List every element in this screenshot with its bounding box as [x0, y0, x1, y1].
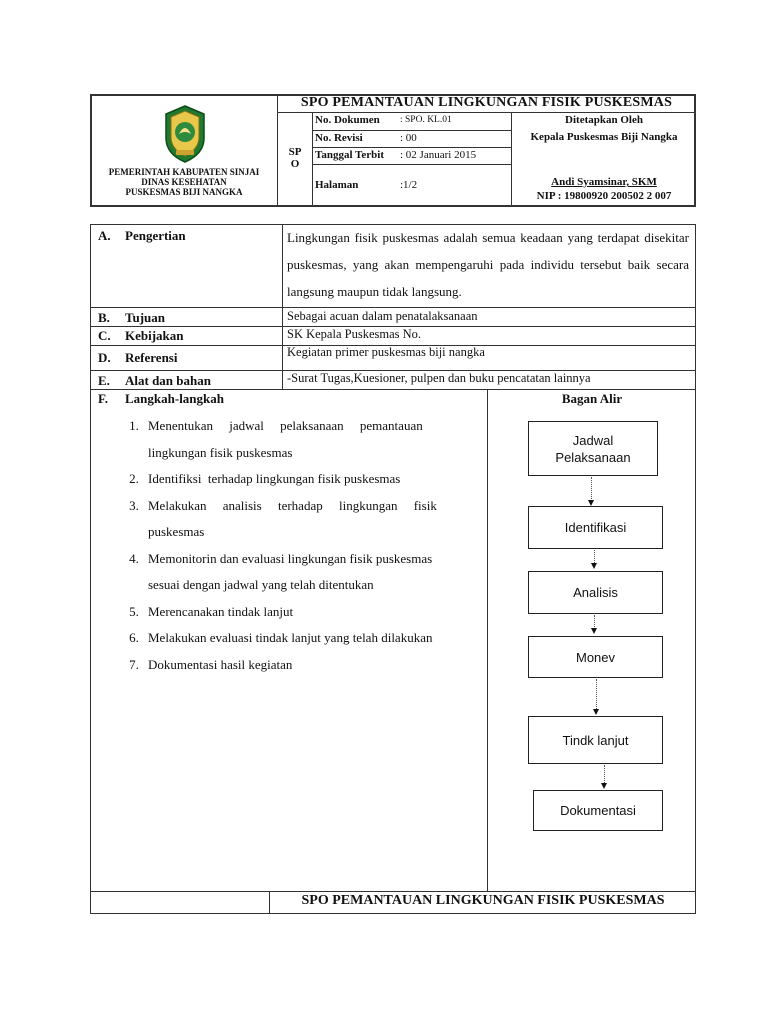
org-line-1: PEMERINTAH KABUPATEN SINJAI [108, 167, 260, 177]
flow-arrow-head-icon [591, 628, 597, 634]
step-number: 6. [129, 630, 139, 645]
footer-divider [90, 891, 696, 892]
list-item [120, 599, 480, 626]
section-d-letter: D. [98, 350, 111, 365]
org-line-3: PUSKESMAS BIJI NANGKA [125, 187, 243, 197]
field-label-halaman: Halaman [315, 179, 359, 191]
field-label-no-dokumen: No. Dokumen [315, 114, 380, 126]
step-text-line1: Menentukan jadwal pelaksanaan pemantauan [148, 418, 423, 433]
approved-title: Ditetapkan Oleh [565, 114, 643, 126]
approver-name: Andi Syamsinar, SKM [551, 176, 657, 188]
flow-box-monev [528, 636, 663, 678]
list-item [120, 546, 480, 599]
step-text-line1: Melakukan evaluasi tindak lanjut yang telah dilakukan [148, 630, 433, 645]
flow-title: Bagan Alir [561, 391, 623, 406]
flow-box-label: Monev [575, 649, 616, 665]
list-item [120, 625, 480, 652]
section-a-text: Lingkungan fisik puskesmas adalah semua keadaan yang terdapat disekitar puskesmas, yang akan mempengaruhi pada individu tersebut baik secara langsung maupun tidak langsung. [287, 230, 689, 299]
step-text-line2: lingkungan fisik puskesmas [148, 444, 293, 460]
list-item [120, 466, 480, 493]
field-label-tanggal-terbit: Tanggal Terbit [315, 149, 384, 161]
section-a-letter: A. [98, 228, 111, 243]
flow-arrow-head-icon [601, 783, 607, 789]
field-value-halaman: :1/2 [400, 179, 418, 191]
list-item [120, 413, 480, 466]
step-text-line1: Dokumentasi hasil kegiatan [148, 656, 293, 672]
logo [162, 104, 208, 164]
footer-title: SPO PEMANTAUAN LINGKUNGAN FISIK PUSKESMAS [301, 893, 665, 908]
section-e-letter: E. [98, 373, 110, 388]
step-number: 1. [129, 418, 139, 433]
step-text-line1: Melakukan analisis terhadap lingkungan fisik [148, 497, 437, 513]
row-divider [90, 307, 696, 308]
flow-box-label: Analisis [573, 585, 618, 600]
body-divider-flow [487, 389, 488, 891]
flow-box-label: Jadwal Pelaksanaan [555, 432, 631, 465]
approved-position: Kepala Puskesmas Biji Nangka [530, 131, 678, 143]
section-d-label: Referensi [125, 350, 178, 365]
step-number: 4. [129, 550, 139, 566]
section-c-label: Kebijakan [125, 328, 184, 343]
section-a-label: Pengertian [125, 228, 186, 243]
step-text-line2: sesuai dengan jadwal yang telah ditentukan [148, 577, 374, 592]
org-line-2: DINAS KESEHATAN [141, 177, 227, 187]
step-text-line1: Merencanakan tindak lanjut [148, 603, 294, 619]
list-item [120, 493, 480, 546]
flow-box-label: Dokumentasi [560, 803, 636, 818]
flow-arrow-head-icon [593, 709, 599, 715]
header-title: SPO PEMANTAUAN LINGKUNGAN FISIK PUSKESMAS [300, 95, 673, 110]
emblem-icon [162, 104, 208, 164]
step-text-line2: puskesmas [148, 524, 205, 539]
field-row-divider [312, 164, 511, 165]
flow-box-jadwal [528, 421, 658, 476]
step-number: 5. [129, 603, 139, 619]
list-item [120, 652, 480, 679]
section-c-letter: C. [98, 328, 111, 343]
row-divider [90, 389, 696, 390]
step-number: 2. [129, 471, 139, 486]
section-c-text: SK Kepala Puskesmas No. [287, 327, 422, 341]
flow-arrow-line [604, 765, 605, 785]
field-value-no-revisi: : 00 [400, 132, 417, 144]
flow-arrow-line [596, 679, 597, 711]
flow-arrow-head-icon [591, 563, 597, 569]
section-b-letter: B. [98, 310, 110, 325]
flow-box-identifikasi [528, 506, 663, 549]
step-text-line1: Identifiksi terhadap lingkungan fisik puskesmas [148, 471, 401, 486]
approver-nip: NIP : 19800920 200502 2 007 [536, 190, 672, 202]
section-d-text: Kegiatan primer puskesmas biji nangka [287, 345, 485, 359]
field-row-divider [312, 147, 511, 148]
field-value-tanggal-terbit: : 02 Januari 2015 [400, 149, 477, 161]
spo-label: SP O [288, 146, 302, 170]
section-e-label: Alat dan bahan [125, 373, 211, 388]
flow-box-dokumentasi [533, 790, 663, 831]
field-value-no-dokumen: : SPO. KL.01 [400, 115, 452, 125]
section-e-text: -Surat Tugas,Kuesioner, pulpen dan buku pencatatan lainnya [287, 371, 591, 385]
section-f-label: Langkah-langkah [125, 391, 224, 406]
field-label-no-revisi: No. Revisi [315, 132, 363, 144]
header-divider-spo [312, 112, 313, 207]
flow-box-label: Identifikasi [564, 520, 627, 535]
section-b-label: Tujuan [125, 310, 165, 325]
flow-box-analisis [528, 571, 663, 614]
section-b-text: Sebagai acuan dalam penatalaksanaan [287, 309, 478, 323]
flow-box-label: Tindk lanjut [562, 732, 629, 748]
field-row-divider [312, 130, 511, 131]
steps-list [120, 413, 480, 678]
flow-box-tindak-lanjut [528, 716, 663, 764]
header-divider-title [277, 112, 696, 113]
step-number: 3. [129, 497, 139, 513]
step-number: 7. [129, 656, 139, 672]
step-text-line1: Memonitorin dan evaluasi lingkungan fisik puskesmas [148, 550, 433, 566]
section-f-letter: F. [98, 391, 108, 406]
